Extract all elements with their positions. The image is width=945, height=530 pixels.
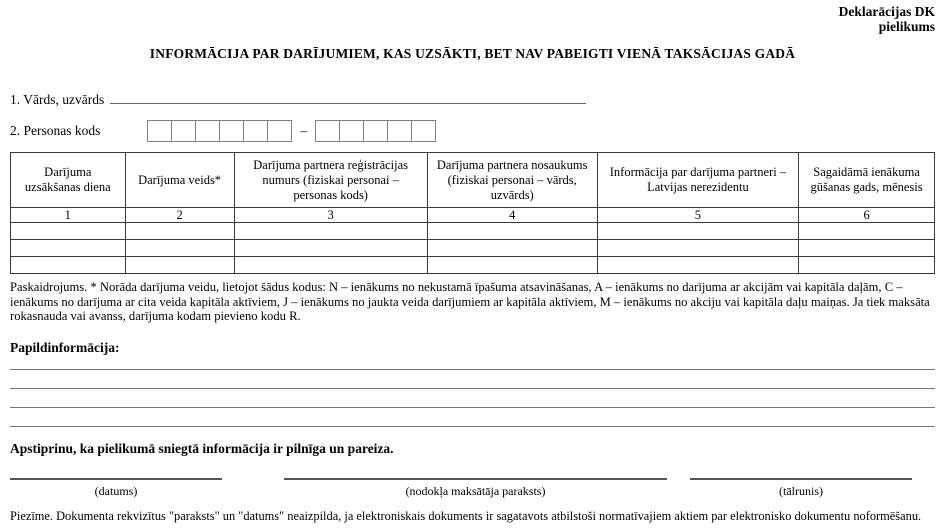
signature-row — [10, 478, 935, 499]
taxpayer-signature-label: (nodokļa maksātāja paraksts) — [405, 483, 546, 498]
personal-code-box[interactable] — [195, 120, 220, 142]
additional-info-line[interactable] — [10, 370, 935, 389]
personal-code-box[interactable] — [243, 120, 268, 142]
name-input-line[interactable] — [110, 88, 586, 104]
additional-info-label: Papildinformācija: — [10, 339, 120, 355]
table-cell[interactable] — [234, 223, 427, 240]
table-cell[interactable] — [597, 240, 798, 257]
table-cell[interactable] — [427, 257, 597, 274]
phone-signature-block — [690, 478, 912, 499]
name-field-row — [10, 88, 935, 108]
footer-note: Piezīme. Dokumenta rekvizītus "paraksts" un "datums" neaizpilda, ja elektroniskais dokuments ir sagatavots atbilstoši normatīvajiem aktiem par elektronisko dokumentu noformēšanu. — [10, 508, 922, 523]
personal-code-box[interactable] — [147, 120, 172, 142]
personal-code-box[interactable] — [339, 120, 364, 142]
personal-code-group2 — [315, 120, 436, 142]
table-cell[interactable] — [597, 223, 798, 240]
additional-info-line[interactable] — [10, 408, 935, 427]
table-header-start-date: Darījuma uzsākšanas diena — [11, 153, 126, 208]
personal-code-box[interactable] — [387, 120, 412, 142]
personal-code-box[interactable] — [315, 120, 340, 142]
column-number: 3 — [234, 208, 427, 223]
page-title: INFORMĀCIJA PAR DARĪJUMIEM, KAS UZSĀKTI, BET NAV PABEIGTI VIENĀ TAKSĀCIJAS GADĀ — [149, 46, 796, 61]
phone-line[interactable] — [690, 478, 912, 482]
personal-code-box[interactable] — [171, 120, 196, 142]
additional-info-line[interactable] — [10, 356, 935, 370]
table-cell[interactable] — [11, 257, 126, 274]
form-code-line1: Deklarācijas DK — [838, 4, 935, 19]
column-number: 5 — [597, 208, 798, 223]
table-cell[interactable] — [125, 257, 234, 274]
table-cell[interactable] — [799, 240, 935, 257]
table-header-partner-name: Darījuma partnera nosaukums (fiziskai personai – vārds, uzvārds) — [427, 153, 597, 208]
additional-info-line[interactable] — [10, 389, 935, 408]
table-cell[interactable] — [597, 257, 798, 274]
confirmation-statement: Apstiprinu, ka pielikumā sniegtā informācija ir pilnīga un pareiza. — [10, 440, 394, 456]
column-number: 2 — [125, 208, 234, 223]
explanation-text: Paskaidrojums. * Norāda darījuma veidu, lietojot šādus kodus: N – ienākums no nekustamā īpašuma atsavināšanas, A – ienākums no darījuma ar akcijām vai kapitāla daļām, C – ienākums no darījuma ar cita veida kapitāla aktīviem, J – ienākums no jaukta veida darījumiem ar kapitāla aktīviem, M – ienākums no akciju vai kapitāla daļu maiņas. Ja tiek maksāta rokasnauda vai avanss, darījuma kodam pievieno kodu R. — [10, 280, 930, 324]
table-cell[interactable] — [11, 223, 126, 240]
transactions-table — [10, 152, 935, 274]
table-cell[interactable] — [234, 257, 427, 274]
personal-code-separator: – — [300, 123, 308, 138]
form-code-line2: pielikums — [878, 19, 935, 34]
table-header-transaction-type: Darījuma veids* — [125, 153, 234, 208]
column-number: 4 — [427, 208, 597, 223]
table-cell[interactable] — [427, 223, 597, 240]
name-field-label: 1. Vārds, uzvārds — [10, 92, 105, 107]
personal-code-label: 2. Personas kods — [10, 123, 101, 138]
personal-code-box[interactable] — [219, 120, 244, 142]
date-signature-block — [10, 478, 222, 499]
taxpayer-signature-line[interactable] — [284, 478, 667, 482]
date-line[interactable] — [10, 478, 222, 482]
table-header-row — [11, 153, 935, 208]
table-cell[interactable] — [125, 240, 234, 257]
personal-code-box[interactable] — [363, 120, 388, 142]
table-cell[interactable] — [234, 240, 427, 257]
table-cell[interactable] — [799, 257, 935, 274]
column-number: 1 — [11, 208, 126, 223]
table-column-number-row — [11, 208, 935, 223]
table-header-nonresident-info: Informācija par darījuma partneri – Latvijas nerezidentu — [597, 153, 798, 208]
table-row — [11, 223, 935, 240]
personal-code-field-row — [10, 120, 935, 142]
table-header-partner-reg-number: Darījuma partnera reģistrācijas numurs (fiziskai personai – personas kods) — [234, 153, 427, 208]
personal-code-box[interactable] — [411, 120, 436, 142]
table-row — [11, 240, 935, 257]
table-row — [11, 257, 935, 274]
phone-label: (tālrunis) — [779, 483, 823, 498]
taxpayer-signature-block — [284, 478, 667, 499]
personal-code-box[interactable] — [267, 120, 292, 142]
form-code-header — [10, 4, 935, 34]
personal-code-group1 — [147, 120, 292, 142]
table-header-expected-income: Sagaidāmā ienākuma gūšanas gads, mēnesis — [799, 153, 935, 208]
table-cell[interactable] — [799, 223, 935, 240]
table-cell[interactable] — [125, 223, 234, 240]
table-cell[interactable] — [11, 240, 126, 257]
table-cell[interactable] — [427, 240, 597, 257]
additional-info-lines — [10, 356, 935, 427]
column-number: 6 — [799, 208, 935, 223]
date-label: (datums) — [94, 483, 138, 498]
